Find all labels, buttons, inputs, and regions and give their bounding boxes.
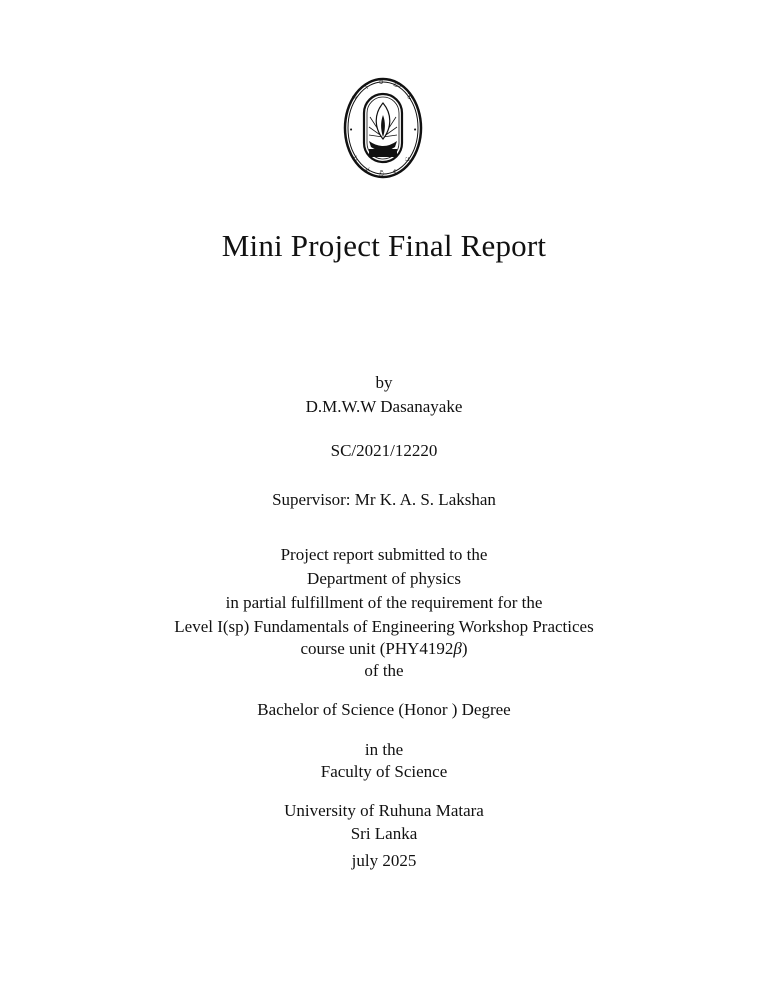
svg-text:ද: ද	[393, 167, 397, 175]
faculty-name: Faculty of Science	[320, 762, 448, 781]
course-name: Level I(sp) Fundamentals of Engineering Workshop Practices	[174, 617, 594, 636]
svg-text:ජ: ජ	[365, 167, 370, 175]
submission-date: july 2025	[351, 851, 417, 870]
svg-text:ශ: ශ	[352, 93, 358, 101]
course-unit-prefix: course unit (PHY4192	[300, 639, 454, 658]
university-name: University of Ruhuna Matara	[284, 801, 484, 820]
degree-name: Bachelor of Science (Honor ) Degree	[257, 700, 511, 719]
svg-text:ය: ය	[405, 155, 411, 163]
by-label: by	[375, 373, 393, 392]
in-the-label: in the	[364, 740, 404, 759]
svg-text:ර: ර	[379, 78, 384, 86]
svg-text:•: •	[413, 126, 418, 134]
author-name: D.M.W.W Dasanayake	[305, 397, 463, 416]
page-title: Mini Project Final Report	[221, 228, 547, 263]
submission-line-1: Project report submitted to the	[280, 545, 488, 564]
submission-of-the: of the	[364, 661, 404, 680]
university-crest-icon	[343, 77, 423, 179]
submission-line-3: in partial fulfillment of the requirement for the	[225, 593, 543, 612]
svg-text:ණ: ණ	[393, 81, 401, 89]
country-name: Sri Lanka	[350, 824, 418, 843]
course-unit-suffix: )	[461, 639, 468, 658]
svg-text:ම: ම	[407, 93, 413, 101]
supervisor: Supervisor: Mr K. A. S. Lakshan	[272, 490, 496, 509]
course-unit-symbol: β	[453, 639, 462, 658]
submission-department: Department of physics	[307, 569, 461, 588]
student-id: SC/2021/12220	[330, 441, 438, 460]
svg-text:ර: ර	[353, 155, 358, 163]
course-unit	[0, 639, 768, 659]
svg-text:වි: වි	[379, 170, 385, 178]
svg-text:•: •	[349, 126, 354, 134]
svg-text:ද: ද	[365, 81, 369, 89]
